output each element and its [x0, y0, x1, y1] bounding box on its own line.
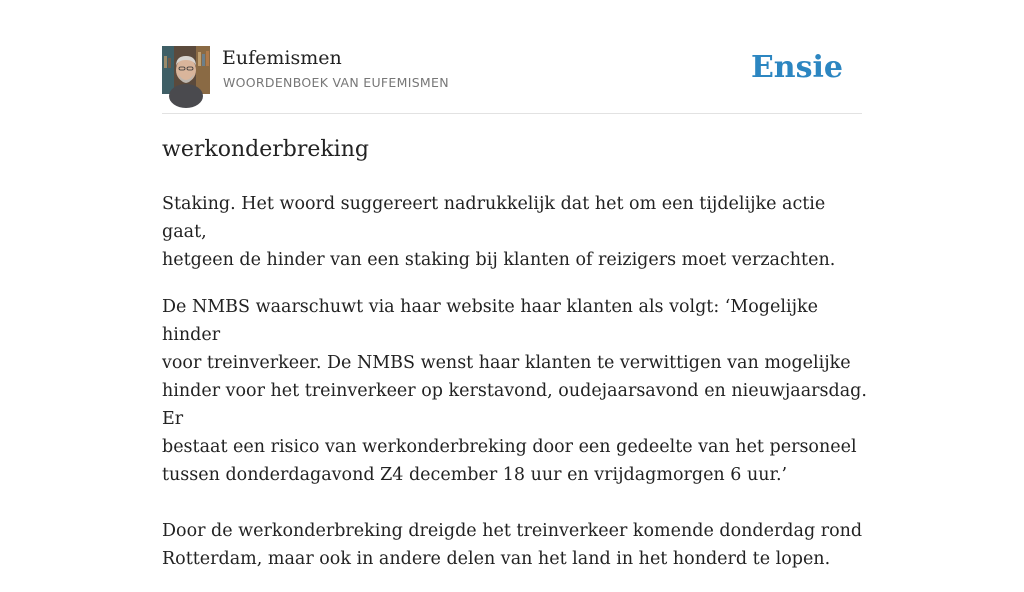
brand-subtitle: WOORDENBOEK VAN EUFEMISMEN	[223, 75, 449, 90]
ensie-logo[interactable]: Ensie	[750, 50, 843, 85]
entry-example: De NMBS waarschuwt via haar website haar klanten als volgt: ‘Mogelijke hinder voor treinverkeer. De NMBS wenst haar klanten te verwittigen van mogelijke hinder voor het treinverkeer op kerstavond, oudejaarsavond en nieuwjaarsdag. Er bestaat een risico van werkonderbreking door een gedeelte van het personeel tussen donderdagavond Z4 december 18 uur en vrijdagmorgen 6 uur.’ Door de werkonderbreking dreigde het treinverkeer komende donderdag rond Rotterdam, maar ook in andere delen van het land in het honderd te lopen.	[162, 297, 867, 569]
header	[162, 46, 862, 96]
entry-title: werkonderbreking	[162, 137, 369, 162]
brand-name[interactable]: Eufemismen	[222, 47, 342, 69]
entry-definition: Staking. Het woord suggereert nadrukkelijk dat het om een tijdelijke actie gaat, hetgeen de hinder van een staking bij klanten of reizigers moet verzachten.	[162, 194, 836, 270]
header-divider	[162, 113, 862, 114]
avatar[interactable]	[162, 46, 210, 94]
entry-content	[162, 190, 867, 592]
